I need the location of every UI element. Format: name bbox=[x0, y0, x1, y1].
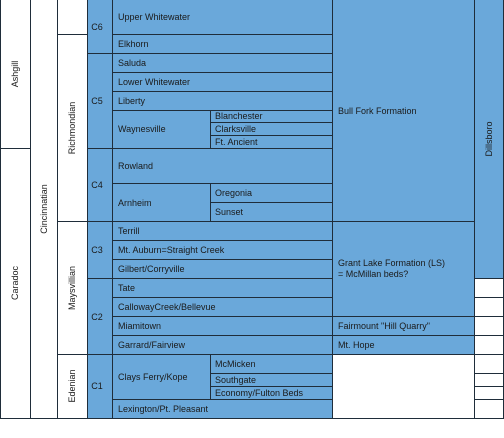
sequence-c6-label: C6 bbox=[91, 22, 103, 32]
group-dillsboro-label: Dillsboro bbox=[484, 121, 494, 157]
unit-lower-whitewater: Lower Whitewater bbox=[118, 77, 191, 87]
subunit-southgate: Southgate bbox=[215, 375, 257, 385]
sequence-c3-label: C3 bbox=[91, 245, 103, 255]
formation-grant-lake-line2: = McMillan beds? bbox=[338, 269, 409, 279]
unit-elkhorn: Elkhorn bbox=[118, 39, 149, 49]
unit-liberty: Liberty bbox=[118, 96, 146, 106]
unit-clays-ferry: Clays Ferry/Kope bbox=[118, 372, 188, 382]
subunit-economy: Economy/Fulton Beds bbox=[215, 388, 304, 398]
unit-tate: Tate bbox=[118, 283, 136, 293]
unit-garrard: Garrard/Fairview bbox=[118, 340, 186, 350]
sequence-c2-label: C2 bbox=[91, 312, 103, 322]
stage-cincinnatian-label: Cincinnatian bbox=[39, 184, 49, 234]
substage-maysvillian-label: Maysvillian bbox=[67, 265, 77, 311]
series-caradoc-label: Caradoc bbox=[10, 265, 20, 301]
subunit-sunset: Sunset bbox=[215, 207, 244, 217]
sequence-c5-label: C5 bbox=[91, 96, 103, 106]
formation-mt-hope: Mt. Hope bbox=[338, 340, 375, 350]
substage-edenian-label: Edenian bbox=[67, 369, 77, 403]
substage-richmondian-label: Richmondian bbox=[67, 101, 77, 155]
formation-grant-lake-line1: Grant Lake Formation (LS) bbox=[338, 258, 446, 268]
subunit-clarksville: Clarksville bbox=[215, 124, 257, 134]
sequence-c1-label: C1 bbox=[91, 381, 103, 391]
unit-arnheim: Arnheim bbox=[118, 198, 152, 208]
unit-miamitown: Miamitown bbox=[118, 321, 162, 331]
formation-fairmount: Fairmount "Hill Quarry" bbox=[338, 321, 430, 331]
formation-bull-fork: Bull Fork Formation bbox=[338, 106, 417, 116]
subunit-ft-ancient: Ft. Ancient bbox=[215, 137, 258, 147]
subunit-oregonia: Oregonia bbox=[215, 188, 253, 198]
sequence-c4-label: C4 bbox=[91, 180, 103, 190]
unit-calloway: CallowayCreek/Bellevue bbox=[118, 302, 216, 312]
subunit-blanchester: Blanchester bbox=[215, 111, 263, 121]
unit-terrill: Terrill bbox=[118, 226, 140, 236]
unit-upper-whitewater: Upper Whitewater bbox=[118, 12, 191, 22]
series-ashgill-label: Ashgill bbox=[10, 60, 20, 88]
unit-mt-auburn: Mt. Auburn=Straight Creek bbox=[118, 245, 225, 255]
blue-fills bbox=[87, 0, 503, 418]
unit-waynesville: Waynesville bbox=[118, 124, 166, 134]
unit-saluda: Saluda bbox=[118, 58, 147, 68]
subunit-mcmicken: McMicken bbox=[215, 359, 256, 369]
unit-gilbert: Gilbert/Corryville bbox=[118, 264, 185, 274]
unit-rowland: Rowland bbox=[118, 161, 154, 171]
unit-lexington: Lexington/Pt. Pleasant bbox=[118, 404, 209, 414]
fill-formation-upper bbox=[332, 0, 474, 354]
